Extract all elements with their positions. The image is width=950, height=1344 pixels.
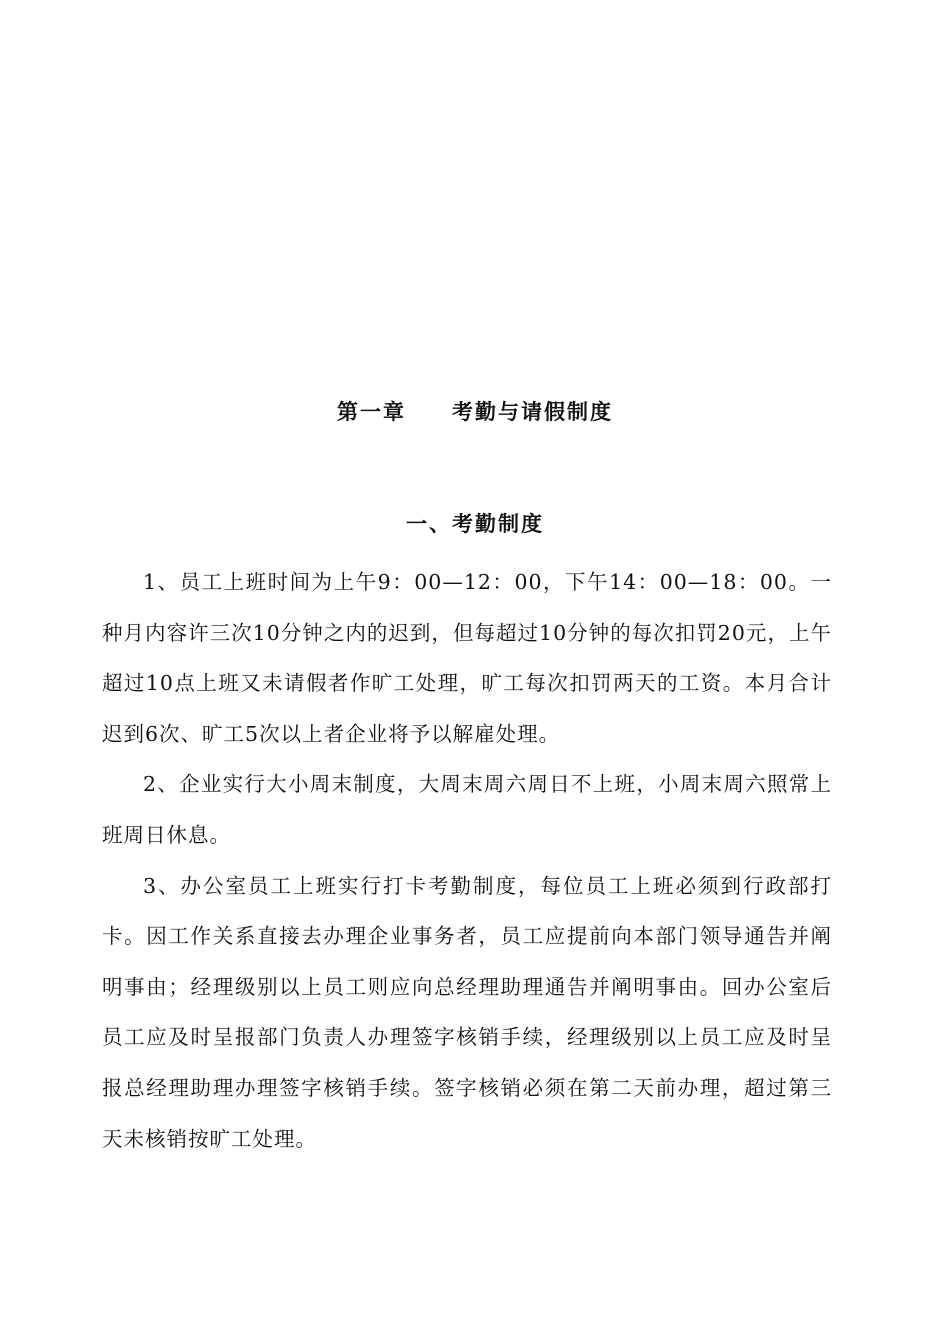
body-text [102,557,832,1164]
section-heading: 一、考勤制度 [406,512,544,536]
paragraph-clock-in-policy: 3、办公室员工上班实行打卡考勤制度，每位员工上班必须到行政部打卡。因工作关系直接去办理企业事务者，员工应提前向本部门领导通告并阐明事由；经理级别以上员工则应向总经理助理通告并阐明事由。回办公室后员工应及时呈报部门负责人办理签字核销手续，经理级别以上员工应及时呈报总经理助理办理签字核销手续。签字核销必须在第二天前办理，超过第三天未核销按旷工处理。 [102,873,832,1151]
chapter-title: 第一章 考勤与请假制度 [337,400,613,424]
paragraph-weekend-policy: 2、企业实行大小周末制度，大周末周六周日不上班，小周末周六照常上班周日休息。 [102,772,832,847]
paragraph-working-hours: 1、员工上班时间为上午9：00—12：00，下午14：00—18：00。一种月内容许三次10分钟之内的迟到，但每超过10分钟的每次扣罚20元，上午超过10点上班又未请假者作旷工处理，旷工每次扣罚两天的工资。本月合计迟到6次、旷工5次以上者企业将予以解雇处理。 [102,570,832,746]
